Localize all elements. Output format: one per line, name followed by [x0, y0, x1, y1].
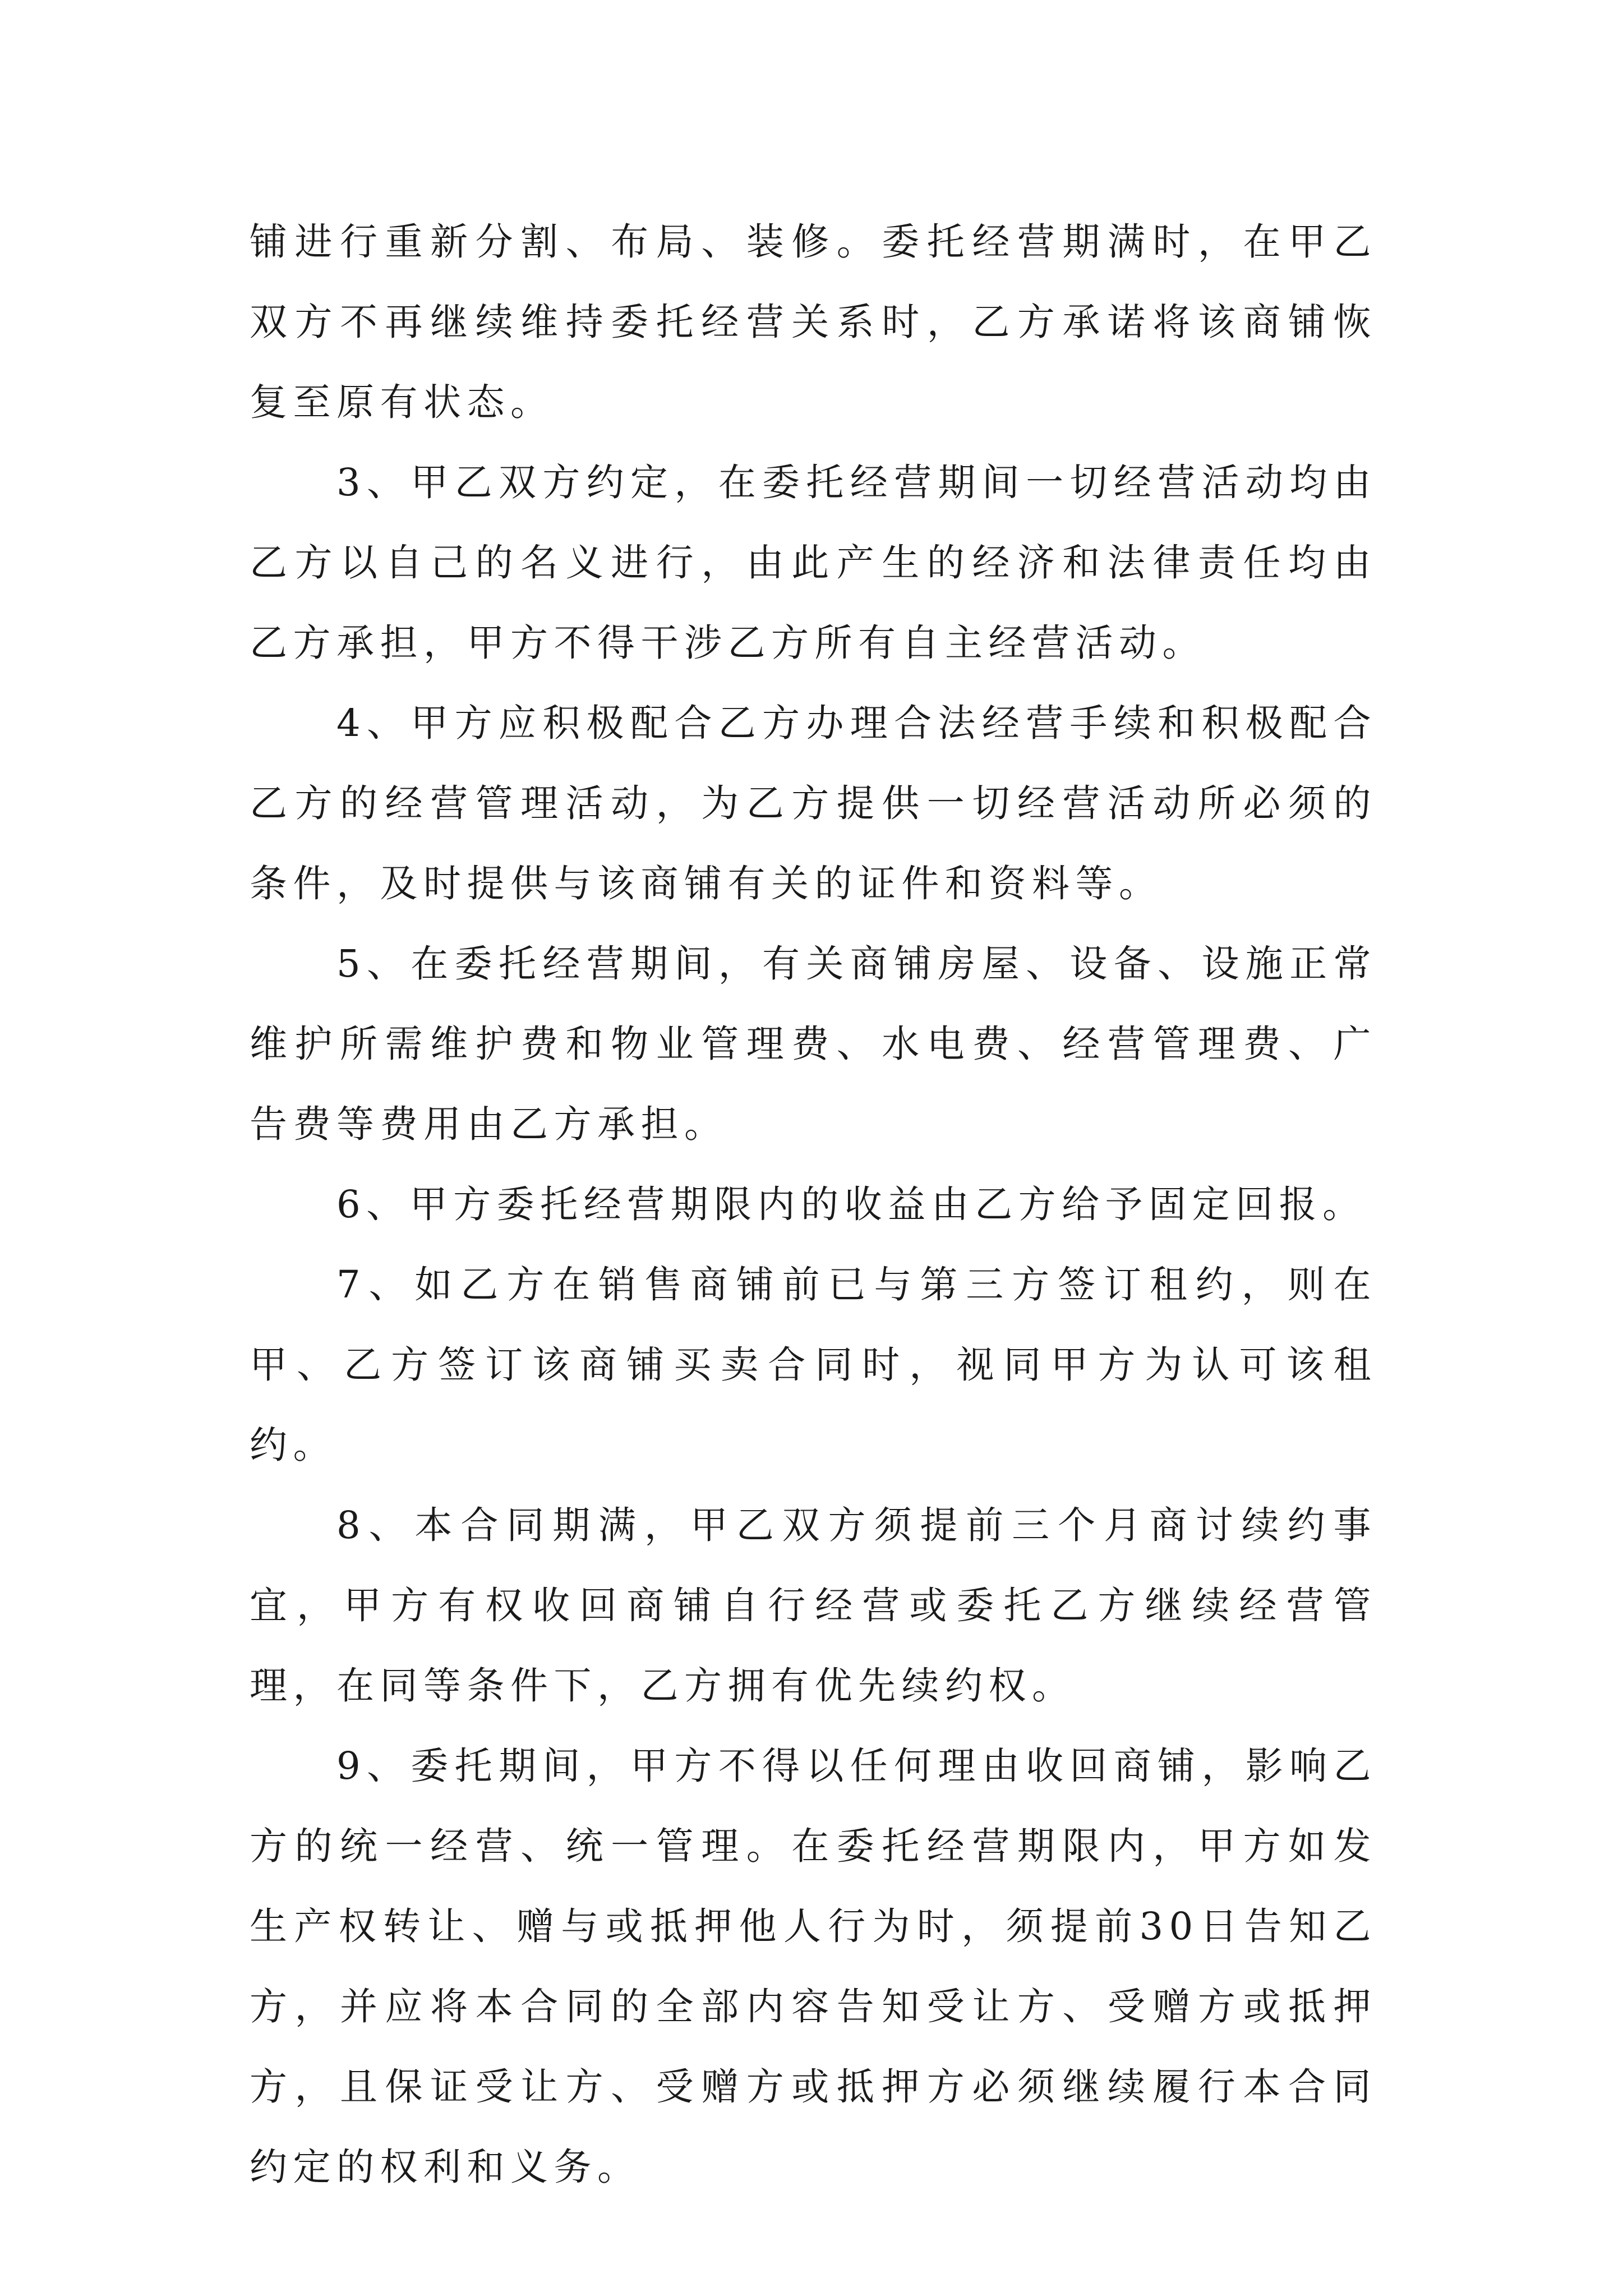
paragraph-clause-5: 5、在委托经营期间，有关商铺房屋、设备、设施正常维护所需维护费和物业管理费、水电费、经营管理费、广告费等费用由乙方承担。: [250, 942, 1377, 1146]
paragraph-clause-3: 3、甲乙双方约定，在委托经营期间一切经营活动均由乙方以自己的名义进行，由此产生的经济和法律责任均由乙方承担，甲方不得干涉乙方所有自主经营活动。: [250, 461, 1377, 665]
paragraph-clause-7: 7、如乙方在销售商铺前已与第三方签订租约，则在甲、乙方签订该商铺买卖合同时，视同甲方为认可该租约。: [250, 1263, 1377, 1467]
paragraph-clause-4: 4、甲方应积极配合乙方办理合法经营手续和积极配合乙方的经营管理活动，为乙方提供一切经营活动所必须的条件，及时提供与该商铺有关的证件和资料等。: [250, 701, 1377, 905]
paragraph-clause-9: 9、委托期间，甲方不得以任何理由收回商铺，影响乙方的统一经营、统一管理。在委托经营期限内，甲方如发生产权转让、赠与或抵押他人行为时，须提前30日告知乙方，并应将本合同的全部内容告知受让方、受赠方或抵押方，且保证受让方、受赠方或抵押方必须继续履行本合同约定的权利和义务。: [250, 1744, 1377, 2189]
paragraph-clause-8: 8、本合同期满，甲乙双方须提前三个月商讨续约事宜，甲方有权收回商铺自行经营或委托乙方继续经营管理，在同等条件下，乙方拥有优先续约权。: [250, 1503, 1377, 1708]
contract-body: [250, 202, 1377, 2207]
paragraph-clause-6: 6、甲方委托经营期限内的收益由乙方给予固定回报。: [336, 1182, 1366, 1226]
paragraph-continued: 铺进行重新分割、布局、装修。委托经营期满时，在甲乙双方不再继续维持委托经营关系时，乙方承诺将该商铺恢复至原有状态。: [250, 220, 1377, 424]
